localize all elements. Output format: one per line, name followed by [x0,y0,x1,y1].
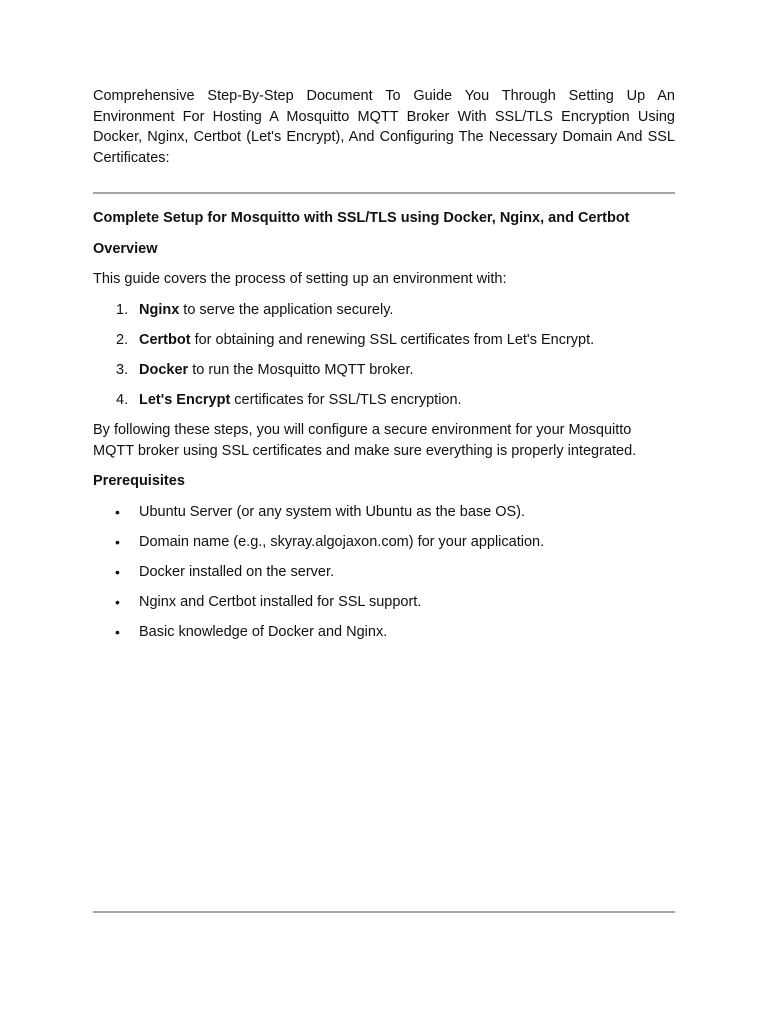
step-text: to serve the application securely. [179,301,394,318]
step-text: for obtaining and renewing SSL certificates from Let's Encrypt. [190,331,595,348]
list-number: 2. [116,331,129,348]
bottom-divider [93,911,675,913]
document-title: Complete Setup for Mosquitto with SSL/TLS using Docker, Nginx, and Certbot [93,210,630,226]
step-term: Docker [139,361,189,378]
list-item [93,532,675,553]
overview-closing: By following these steps, you will configure a secure environment for your Mosquitto MQTT broker using SSL certificates and make sure everything is properly integrated. [93,422,637,459]
list-item [93,562,675,583]
list-item [93,300,675,321]
top-divider [93,192,675,194]
list-item [93,360,675,381]
steps-list [93,300,675,411]
prerequisites-list [93,502,675,643]
document-body [93,208,675,652]
overview-lead: This guide covers the process of setting up an environment with: [93,271,507,287]
prerequisite-text: Basic knowledge of Docker and Nginx. [139,623,388,640]
step-term: Nginx [139,301,180,318]
bullet-icon: • [115,533,120,550]
bullet-icon: • [115,593,120,610]
bullet-icon: • [115,503,120,520]
prerequisites-heading: Prerequisites [93,473,185,489]
list-item [93,330,675,351]
step-term: Certbot [139,331,191,348]
list-item [93,390,675,411]
prerequisite-text: Domain name (e.g., skyray.algojaxon.com) for your application. [139,533,545,550]
prerequisite-text: Docker installed on the server. [139,563,335,580]
step-text: certificates for SSL/TLS encryption. [230,391,462,408]
step-text: to run the Mosquitto MQTT broker. [188,361,414,378]
bullet-icon: • [115,563,120,580]
list-number: 3. [116,361,129,378]
prerequisite-text: Nginx and Certbot installed for SSL support. [139,593,422,610]
list-number: 4. [116,391,129,408]
intro-paragraph: Comprehensive Step-By-Step Document To Guide You Through Setting Up An Environment For Hosting A Mosquitto MQTT Broker With SSL/TLS Encryption Using Docker, Nginx, Certbot (Let's Encrypt), And Configuring The Necessary Domain And SSL Certificates: [93,88,675,166]
list-item [93,502,675,523]
list-item [93,592,675,613]
step-term: Let's Encrypt [139,391,231,408]
overview-heading: Overview [93,240,158,257]
document-page [93,0,675,1024]
list-item [93,622,675,643]
bullet-icon: • [115,623,120,640]
list-number: 1. [116,301,129,318]
prerequisite-text: Ubuntu Server (or any system with Ubuntu as the base OS). [139,503,526,520]
